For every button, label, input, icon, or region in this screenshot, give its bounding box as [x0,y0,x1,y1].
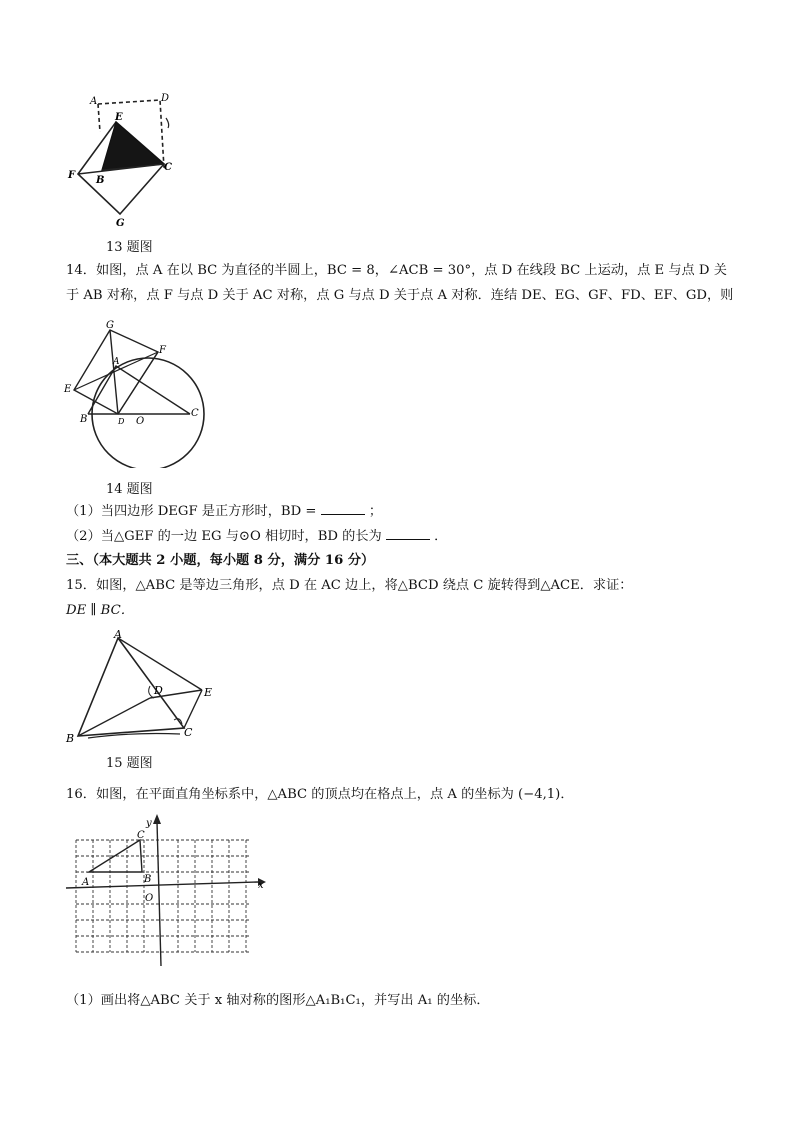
q14-sub2-blank [386,527,430,540]
fig13-label-f: F [68,170,76,181]
fig15-label-c: C [184,726,193,739]
fig16-label-y: y [146,818,152,829]
fig14-label-g: G [106,320,114,331]
q14-sub2-text: （2）当△GEF 的一边 EG 与⊙O 相切时，BD 的长为 [66,529,382,544]
q14-sub2-end: ． [434,529,448,544]
q14-sub1-blank [321,502,365,515]
q16-sub1: （1）画出将△ABC 关于 x 轴对称的图形△A₁B₁C₁，并写出 A₁ 的坐标． [66,993,490,1008]
fig13-caption: 13 题图 [106,240,153,255]
figure-15 [62,628,222,748]
fig13-label-c: C [164,162,172,173]
figure-16 [60,812,280,972]
fig14-label-c: C [191,408,199,419]
fig16-label-c: C [137,830,145,841]
fig16-label-x: x [258,880,264,891]
q15-line2: DE ∥ BC． [66,603,134,618]
fig13-label-e: E [115,112,123,123]
fig14-label-d: D [118,417,125,426]
fig16-grid [76,840,250,952]
fig15-label-d: D [154,684,163,697]
fig15-label-a: A [114,628,122,641]
fig13-label-b: B [96,175,105,186]
fig14-label-f: F [159,345,166,356]
figure-14 [60,318,210,468]
fig16-label-a: A [82,877,90,888]
q14-line1: 14．如图，点 A 在以 BC 为直径的半圆上，BC = 8，∠ACB = 30°，点 D 在线段 BC 上运动，点 E 与点 D 关 [66,263,727,278]
fig14-label-a: A [113,357,120,367]
q14-sub2 [66,527,447,546]
q15-line1: 15．如图，△ABC 是等边三角形，点 D 在 AC 边上，将△BCD 绕点 C 旋转得到△ACE．求证： [66,578,633,593]
q14-line2: 于 AB 对称，点 F 与点 D 关于 AC 对称，点 G 与点 D 关于点 A 对称．连结 DE、EG、GF、FD、EF、GD，则 [66,288,734,303]
fig13-label-a: A [90,96,98,107]
q14-sub1-end: ； [368,504,383,519]
fig13-label-g: G [116,218,125,229]
fig15-caption: 15 题图 [106,756,153,771]
fig14-label-o: O [136,416,145,427]
q14-sub1-text: （1）当四边形 DEGF 是正方形时，BD = [66,504,317,519]
fig16-label-o: O [145,893,154,904]
fig13-label-d: D [161,93,170,104]
q16-line1: 16．如图，在平面直角坐标系中，△ABC 的顶点均在格点上，点 A 的坐标为 (−4,1)． [66,787,574,802]
fig14-label-e: E [64,384,72,395]
fig14-label-b: B [80,414,88,425]
fig16-label-b: B [144,874,152,885]
section3-heading: 三、（本大题共 2 小题，每小题 8 分，满分 16 分） [66,553,375,568]
q14-sub1 [66,502,382,521]
figure-13 [60,92,190,232]
fig14-caption: 14 题图 [106,482,153,497]
fig15-label-b: B [66,732,75,745]
fig15-label-e: E [204,686,213,699]
